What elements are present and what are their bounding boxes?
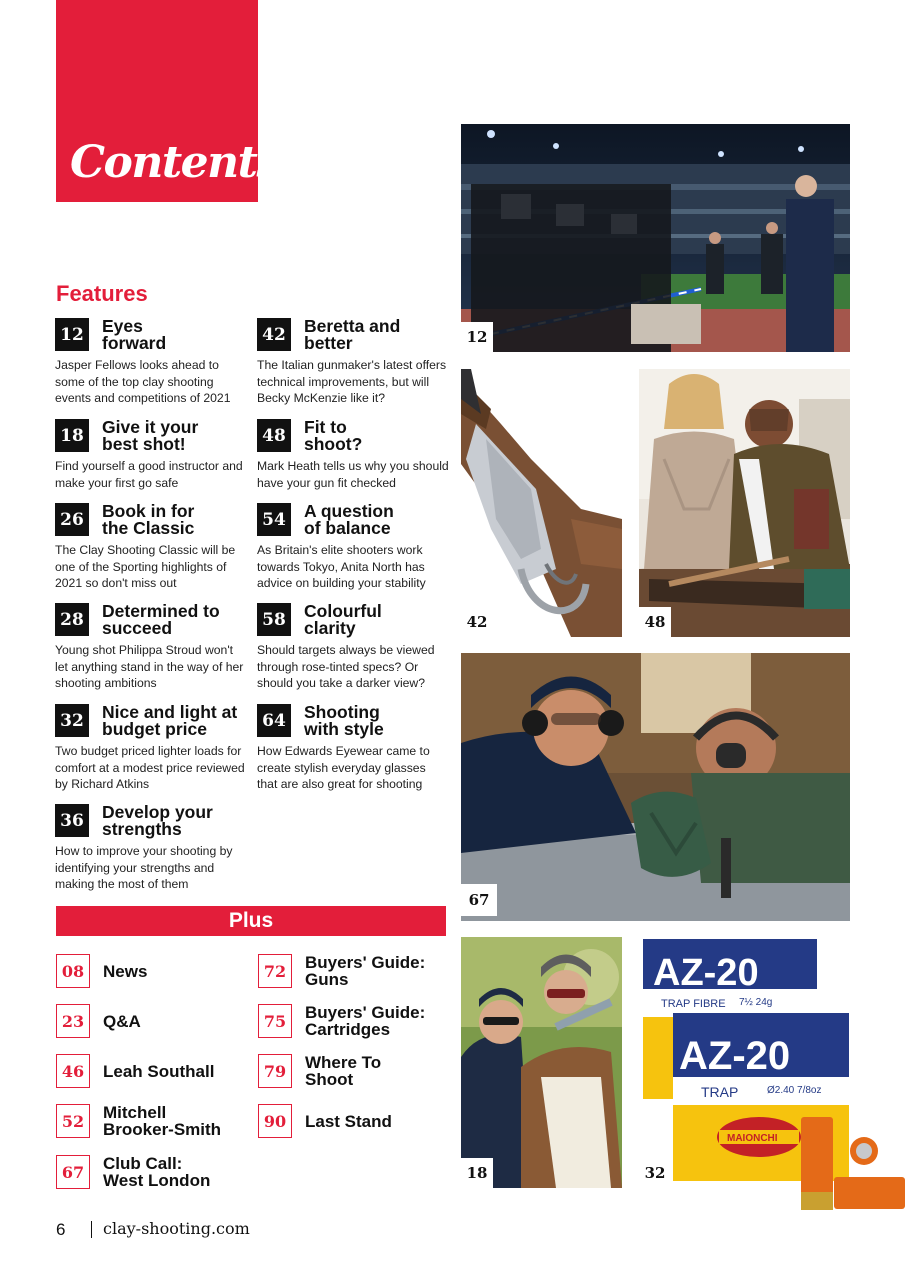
photo-page-number: 32: [639, 1158, 671, 1188]
plus-item-label[interactable]: Buyers' Guide: Guns: [305, 953, 426, 989]
page-number-badge: 42: [257, 318, 291, 351]
page-number-badge: 72: [258, 954, 292, 988]
plus-item-label[interactable]: Mitchell Brooker-Smith: [103, 1103, 222, 1139]
feature-title[interactable]: Beretta and better: [304, 316, 401, 353]
beretta-shotgun-photo[interactable]: [461, 369, 622, 637]
plus-item-label[interactable]: Last Stand: [305, 1111, 392, 1131]
page-number-badge: 79: [258, 1054, 292, 1088]
page-number-badge: 90: [258, 1104, 292, 1138]
photo-page-number: 18: [461, 1158, 493, 1188]
feature-title[interactable]: Nice and light at budget price: [102, 702, 238, 739]
feature-title[interactable]: Eyes forward: [102, 316, 167, 353]
feature-title[interactable]: Develop your strengths: [102, 802, 213, 839]
feature-description: The Italian gunmaker's latest offers technical improvements, but will Becky McKenzie like it?: [257, 358, 447, 406]
feature-description: As Britain's elite shooters work towards Tokyo, Anita North has advice on building your stability: [257, 543, 426, 591]
plus-item-label[interactable]: Buyers' Guide: Cartridges: [305, 1003, 426, 1039]
feature-title[interactable]: Book in for the Classic: [102, 501, 195, 538]
scope-shooters-photo[interactable]: [461, 653, 850, 921]
photo-page-number: 42: [461, 607, 493, 637]
plus-item[interactable]: [258, 954, 448, 988]
cartridge-boxes-photo[interactable]: [639, 937, 905, 1212]
feature-description: Mark Heath tells us why you should have your gun fit checked: [257, 459, 449, 490]
gun-fitting-photo[interactable]: [639, 369, 850, 637]
feature-description: How to improve your shooting by identifying your strengths and making the most of them: [55, 844, 233, 892]
page-number-badge: 48: [257, 419, 291, 452]
footer-divider: [91, 1221, 92, 1238]
page-number-badge: 28: [55, 603, 89, 636]
box-brand-top: AZ-20: [653, 952, 759, 994]
plus-item-label[interactable]: Leah Southall: [103, 1061, 215, 1081]
feature-description: Find yourself a good instructor and make your first go safe: [55, 459, 243, 490]
page-number-badge: 18: [55, 419, 89, 452]
box-fibre: TRAP FIBRE: [661, 998, 726, 1010]
feature-title[interactable]: Colourful clarity: [304, 601, 382, 638]
box-spec-top: 7½ 24g: [739, 997, 773, 1008]
feature-description: Two budget priced lighter loads for comfort at a modest price reviewed by Richard Atkins: [55, 744, 245, 792]
feature-title[interactable]: Give it your best shot!: [102, 417, 199, 454]
plus-item[interactable]: [258, 1054, 448, 1088]
feature-title[interactable]: Fit to shoot?: [304, 417, 363, 454]
plus-item[interactable]: [56, 1054, 246, 1088]
page-number-badge: 64: [257, 704, 291, 737]
feature-title[interactable]: Shooting with style: [304, 702, 384, 739]
box-brand-front: AZ-20: [679, 1034, 791, 1078]
photo-page-number: 12: [461, 322, 493, 352]
box-spec-bottom: Ø2.40 7/8oz: [767, 1085, 822, 1096]
page-number-badge: 67: [56, 1155, 90, 1189]
contents-header-block: [56, 0, 280, 202]
plus-item-label[interactable]: News: [103, 961, 148, 981]
page-number-badge: 58: [257, 603, 291, 636]
page-number-badge: 75: [258, 1004, 292, 1038]
plus-item[interactable]: [56, 954, 246, 988]
plus-heading-bar: Plus: [56, 906, 446, 936]
page-number-badge: 54: [257, 503, 291, 536]
box-trap: TRAP: [701, 1084, 739, 1100]
website-url: clay-shooting.com: [103, 1219, 250, 1238]
page-title: Contents: [70, 137, 280, 188]
feature-description: Jasper Fellows looks ahead to some of the top clay shooting events and competitions of 2021: [55, 358, 231, 406]
page-number-badge: 12: [55, 318, 89, 351]
photo-page-number: 67: [461, 884, 497, 916]
feature-title[interactable]: A question of balance: [304, 501, 394, 538]
feature-title[interactable]: Determined to succeed: [102, 601, 220, 638]
page-number-badge: 32: [55, 704, 89, 737]
plus-item-label[interactable]: Club Call: West London: [103, 1154, 211, 1190]
page-number-badge: 23: [56, 1004, 90, 1038]
feature-description: The Clay Shooting Classic will be one of the Sporting highlights of 2021 so don't miss out: [55, 543, 236, 591]
feature-description: How Edwards Eyewear came to create stylish everyday glasses that are also great for shooting: [257, 744, 430, 792]
stadium-press-photo[interactable]: [461, 124, 850, 352]
instructor-photo[interactable]: [461, 937, 622, 1188]
page-number-badge: 08: [56, 954, 90, 988]
box-maker: MAIONCHI: [727, 1133, 778, 1144]
plus-item[interactable]: [258, 1004, 448, 1038]
features-heading: Features: [56, 281, 148, 306]
page-number-badge: 52: [56, 1104, 90, 1138]
plus-item-label[interactable]: Where To Shoot: [305, 1053, 382, 1089]
page-number: 6: [56, 1220, 66, 1239]
photo-page-number: 48: [639, 607, 671, 637]
plus-item[interactable]: [56, 1004, 246, 1038]
feature-description: Young shot Philippa Stroud won't let anything stand in the way of her shooting ambitions: [55, 643, 244, 691]
plus-item[interactable]: [258, 1104, 448, 1138]
plus-item-label[interactable]: Q&A: [103, 1011, 141, 1031]
page-number-badge: 36: [55, 804, 89, 837]
plus-item[interactable]: [56, 1155, 246, 1189]
feature-description: Should targets always be viewed through rose-tinted specs? Or should you take a darker view?: [257, 643, 435, 691]
page-number-badge: 46: [56, 1054, 90, 1088]
page-number-badge: 26: [55, 503, 89, 536]
plus-item[interactable]: [56, 1104, 246, 1138]
